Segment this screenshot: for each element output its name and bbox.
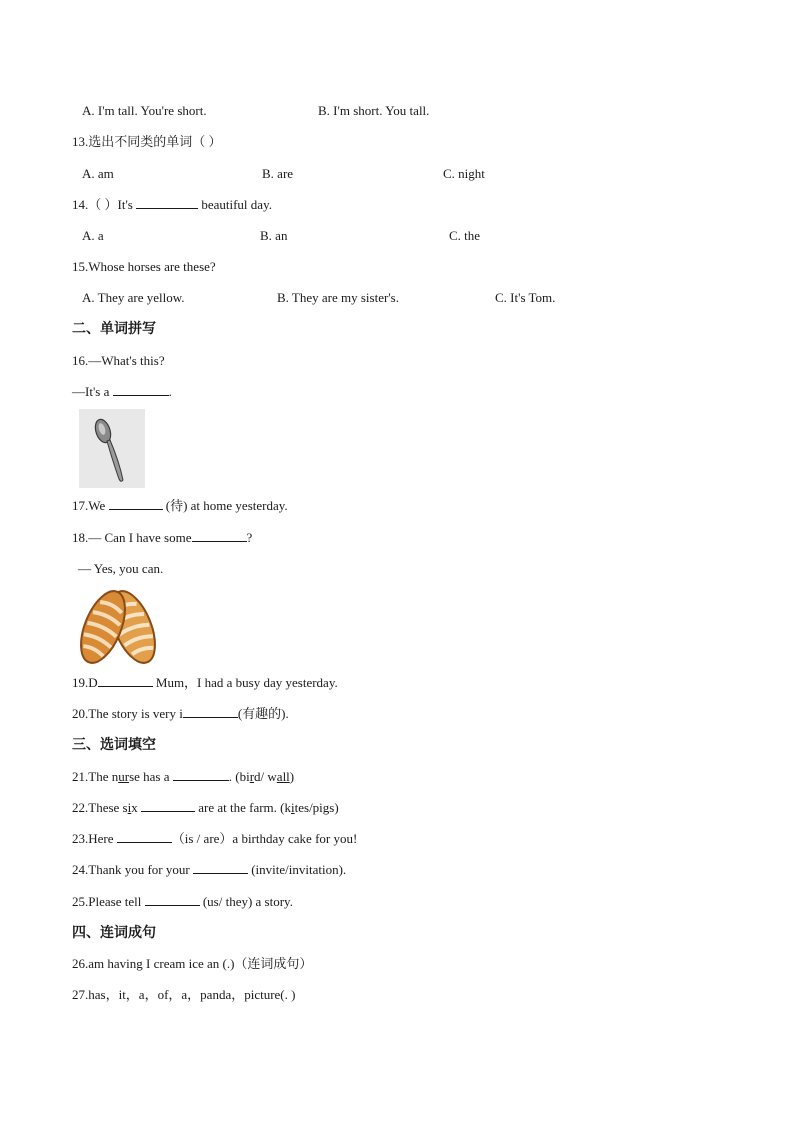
q13-option-c: C. night [443, 166, 485, 181]
q14-stem: 14.（ ）It's beautiful day. [72, 197, 272, 212]
q12-option-a: A. I'm tall. You're short. [82, 103, 207, 118]
q15-option-a: A. They are yellow. [82, 290, 185, 305]
q18-line: 18.— Can I have some ? [72, 530, 253, 545]
q23-line: 23.Here （is / are）a birthday cake for you! [72, 831, 358, 846]
q20-line: 20.The story is very i (有趣的). [72, 706, 289, 721]
bread-icon [71, 585, 167, 665]
q13-option-b: B. are [262, 166, 294, 181]
q20-blank[interactable] [183, 705, 238, 718]
section-heading-sentence-building: 四、连词成句 [72, 925, 156, 941]
q16-question: 16.—What's this? [72, 353, 165, 368]
q18-answer: — Yes, you can. [78, 561, 164, 576]
q16-answer-line: —It's a . [72, 384, 172, 399]
q19-blank[interactable] [98, 674, 153, 687]
q15-option-b: B. They are my sister's. [277, 290, 399, 305]
section-heading-fill-in: 三、选词填空 [72, 737, 156, 753]
q26-line: 26.am having I cream ice an (.)（连词成句） [72, 956, 313, 971]
spoon-icon [79, 409, 145, 488]
q21-blank[interactable] [173, 768, 229, 781]
spoon-image [79, 409, 145, 488]
q14-option-c: C. the [449, 228, 481, 243]
section-heading-spelling: 二、单词拼写 [72, 321, 156, 337]
q17-blank[interactable] [109, 497, 163, 510]
q25-line: 25.Please tell (us/ they) a story. [72, 894, 293, 909]
q12-option-b: B. I'm short. You tall. [318, 103, 430, 118]
q17-line: 17.We (待) at home yesterday. [72, 498, 288, 513]
q24-line: 24.Thank you for your (invite/invitation). [72, 862, 347, 877]
q22-blank[interactable] [141, 799, 195, 812]
q14-option-a: A. a [82, 228, 104, 243]
bread-image [71, 585, 167, 665]
q13-stem: 13.选出不同类的单词（ ） [72, 134, 222, 149]
q21-line: 21.The nurse has a . (bird/ wall) [72, 769, 295, 784]
q25-blank[interactable] [145, 893, 200, 906]
q15-stem: 15.Whose horses are these? [72, 259, 216, 274]
q16-blank[interactable] [113, 383, 169, 396]
q27-line: 27.has，it，a，of，a，panda，picture(. ) [72, 987, 296, 1002]
q18-blank[interactable] [192, 529, 247, 542]
q14-blank[interactable] [136, 196, 198, 209]
q15-option-c: C. It's Tom. [495, 290, 556, 305]
q23-blank[interactable] [117, 830, 172, 843]
q19-line: 19.D Mum，I had a busy day yesterday. [72, 675, 338, 690]
q22-line: 22.These six are at the farm. (kites/pigs) [72, 800, 339, 815]
q24-blank[interactable] [193, 861, 248, 874]
q14-option-b: B. an [260, 228, 288, 243]
q13-option-a: A. am [82, 166, 114, 181]
